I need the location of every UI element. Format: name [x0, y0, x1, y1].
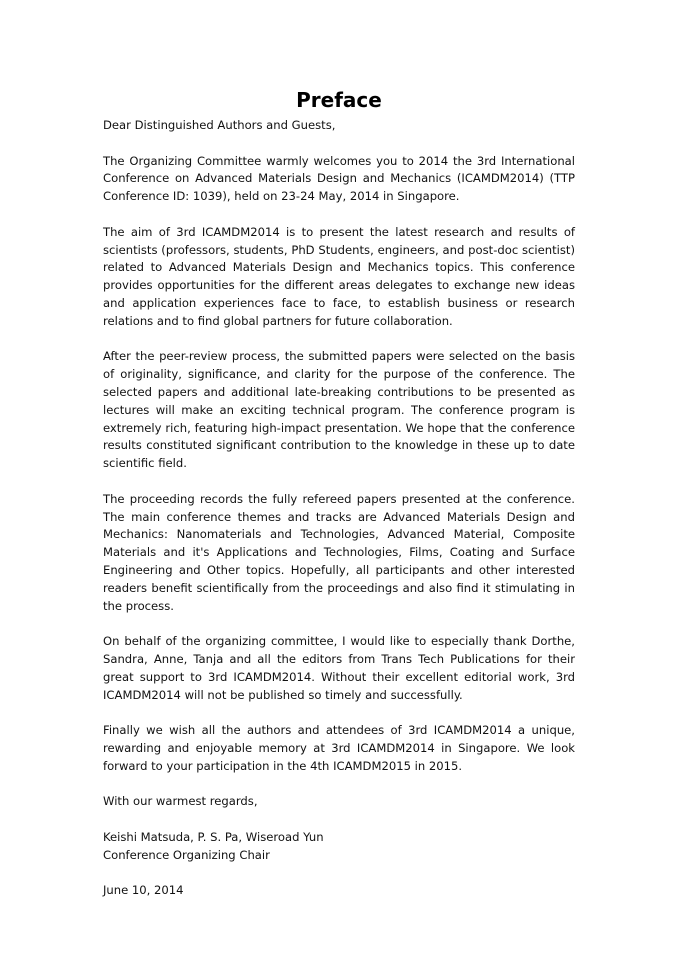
page-title: Preface: [296, 88, 382, 112]
signatories: Keishi Matsuda, P. S. Pa, Wiseroad Yun: [103, 829, 324, 844]
paragraph-themes: The proceeding records the fully refereed papers presented at the conference. The main conference themes and tracks are Advanced Materials Design and Mechanics: Nanomaterials and Technologies, Advanced Material, Composite Materials and it's Applications and Technologies, Films, Coating and Surface Engineering and Other topics. Hopefully, all participants and other interested readers benefit scientifically from the proceedings and also find it stimulating in the process.: [103, 491, 575, 613]
paragraph-wishes: Finally we wish all the authors and attendees of 3rd ICAMDM2014 a unique, rewarding and enjoyable memory at 3rd ICAMDM2014 in Singapore. We look forward to your participation in the 4th ICAMDM2015 in 2015.: [103, 723, 575, 773]
salutation: Dear Distinguished Authors and Guests,: [103, 118, 336, 132]
paragraph-aim: The aim of 3rd ICAMDM2014 is to present the latest research and results of scientists (professors, students, PhD Students, engineers, and post-doc scientist) related to Advanced Materials Design and Mechanics topics. This conference provides opportunities for the different areas delegates to exchange new ideas and application experiences face to face, to establish business or research relations and to find global partners for future collaboration.: [103, 224, 575, 328]
paragraph-welcome: The Organizing Committee warmly welcomes you to 2014 the 3rd International Conference on Advanced Materials Design and Mechanics (ICAMDM2014) (TTP Conference ID: 1039), held on 23-24 May, 2014 in Singapore.: [103, 153, 575, 204]
closing: With our warmest regards,: [103, 794, 258, 809]
signature-block: [103, 829, 575, 865]
document-date: June 10, 2014: [103, 883, 184, 898]
signatory-role: Conference Organizing Chair: [103, 847, 270, 862]
preface-body: [103, 117, 575, 918]
paragraph-review: After the peer-review process, the submitted papers were selected on the basis of originality, significance, and clarity for the purpose of the conference. The selected papers and additional late-breaking contributions to be presented as lectures will make an exciting technical program. The conference program is extremely rich, featuring high-impact presentation. We hope that the conference results constituted significant contribution to the knowledge in these up to date scientific field.: [103, 349, 575, 471]
paragraph-thanks: On behalf of the organizing committee, I would like to especially thank Dorthe, Sandra, Anne, Tanja and all the editors from Trans Tech Publications for their great support to 3rd ICAMDM2014. Without their excellent editorial work, 3rd ICAMDM2014 will not be published so timely and successfully.: [103, 634, 575, 702]
